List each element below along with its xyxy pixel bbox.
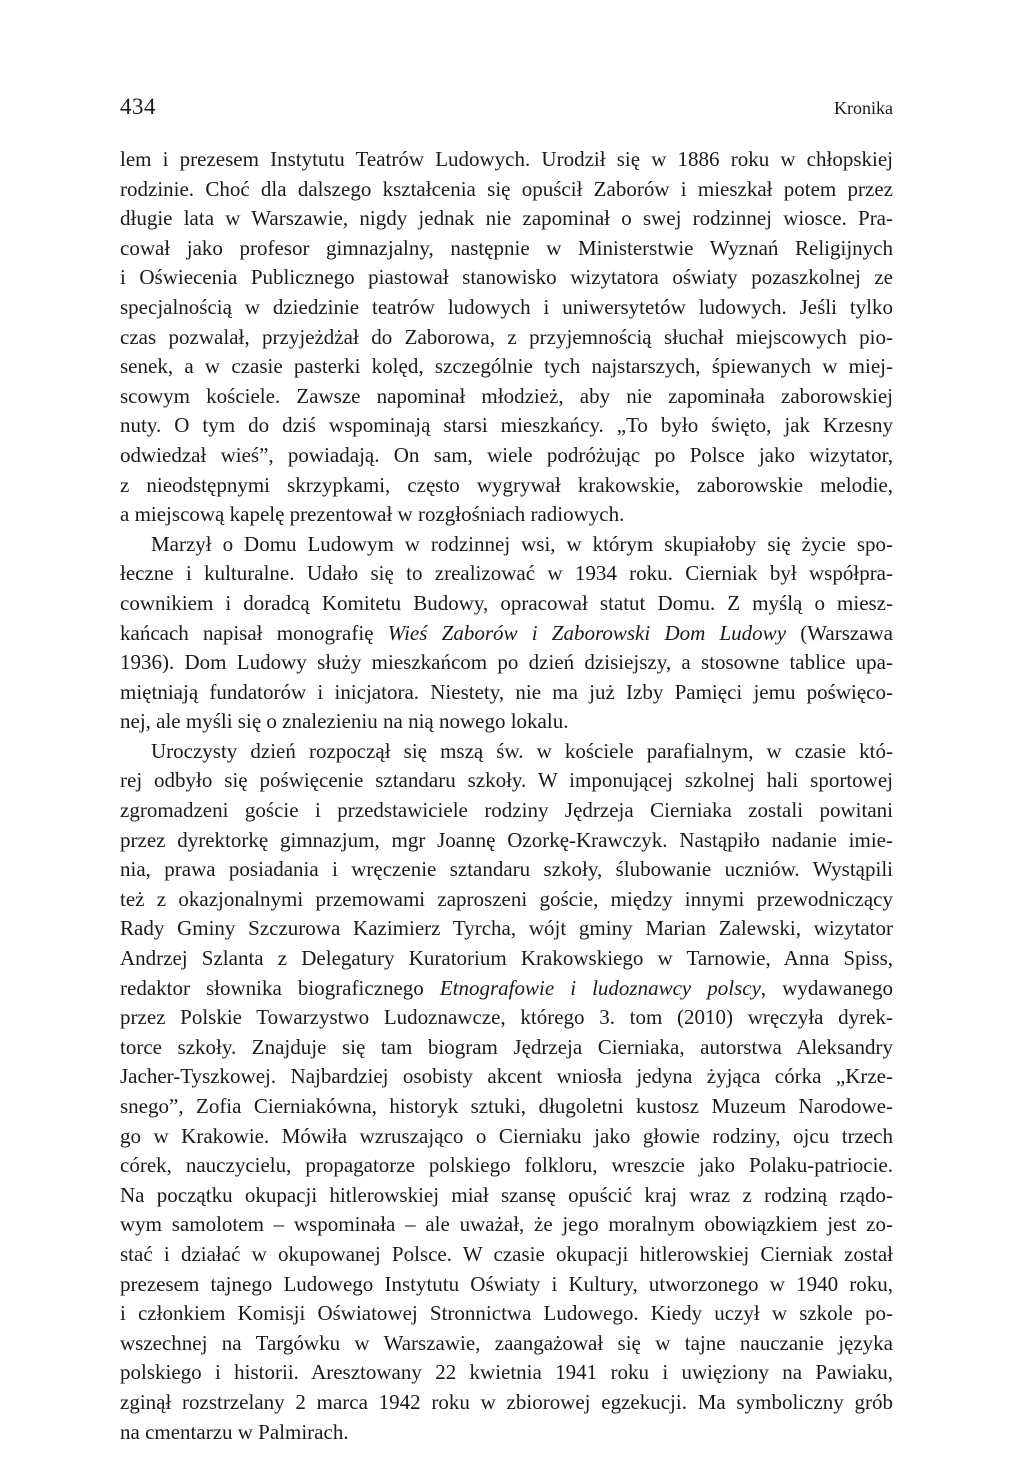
text-line: go w Krakowie. Mówiła wzruszająco o Cierniaku jako głowie rodziny, ojcu trzech	[120, 1123, 893, 1148]
text-line: Rady Gminy Szczurowa Kazimierz Tyrcha, wójt gminy Marian Zalewski, wizytator	[120, 916, 893, 941]
text-line: Andrzej Szlanta z Delegatury Kuratorium Krakowskiego w Tarnowie, Anna Spiss,	[120, 946, 893, 971]
text-line: z nieodstępnymi skrzypkami, często wygrywał krakowskie, zaborowskie melodie,	[120, 472, 893, 497]
text-line: Na początku okupacji hitlerowskiej miał szansę opuścić kraj wraz z rodziną rządo-	[120, 1182, 893, 1207]
text-line: rej odbyło się poświęcenie sztandaru szkoły. W imponującej szkolnej hali sportowej	[120, 768, 893, 793]
text-line: polskiego i historii. Aresztowany 22 kwietnia 1941 roku i uwięziony na Pawiaku,	[120, 1360, 893, 1385]
text-line: prezesem tajnego Ludowego Instytutu Oświaty i Kultury, utworzonego w 1940 roku,	[120, 1271, 893, 1296]
text-line: 1936). Dom Ludowy służy mieszkańcom po dzień dzisiejszy, a stosowne tablice upa-	[120, 650, 893, 675]
text-line: senek, a w czasie pasterki kolęd, szczególnie tych najstarszych, śpiewanych w miej-	[120, 354, 893, 379]
italic-title: Wieś Zaborów i Zaborowski Dom Ludowy	[387, 620, 787, 645]
text-line: specjalnością w dziedzinie teatrów ludowych i uniwersytetów ludowych. Jeśli tylko	[120, 294, 893, 319]
text-line: czas pozwalał, przyjeżdżał do Zaborowa, z przyjemnością słuchał miejscowych pio-	[120, 324, 893, 349]
text-line: przez Polskie Towarzystwo Ludoznawcze, którego 3. tom (2010) wręczyła dyrek-	[120, 1005, 893, 1030]
text-segment: redaktor słownika biograficznego	[120, 975, 440, 1000]
text-line: zgromadzeni goście i przedstawiciele rodziny Jędrzeja Cierniaka zostali powitani	[120, 798, 893, 823]
text-line: nej, ale myśli się o znalezieniu na nią nowego lokalu.	[120, 709, 569, 734]
text-line: wym samolotem – wspominała – ale uważał, że jego moralnym obowiązkiem jest zo-	[120, 1212, 893, 1237]
text-line: Marzył o Domu Ludowym w rodzinnej wsi, w którym skupiałoby się życie spo-	[151, 531, 893, 556]
section-title: Kronika	[834, 98, 893, 118]
text-line: też z okazjonalnymi przemowami zaproszeni goście, między innymi przewodniczący	[120, 886, 893, 911]
text-line: miętniają fundatorów i inicjatora. Niestety, nie ma już Izby Pamięci jemu poświęco-	[120, 679, 893, 704]
text-line: Uroczysty dzień rozpoczął się mszą św. w kościele parafialnym, w czasie któ-	[151, 738, 893, 763]
running-header	[120, 94, 893, 124]
text-line: Jacher-Tyszkowej. Najbardziej osobisty akcent wniosła jedyna żyjąca córka „Krze-	[120, 1064, 893, 1089]
text-line: wszechnej na Targówku w Warszawie, zaangażował się w tajne nauczanie języka	[120, 1330, 893, 1355]
text-line: odwiedzał wieś”, powiadają. On sam, wiele podróżując po Polsce jako wizytator,	[120, 442, 893, 467]
text-line: nuty. O tym do dziś wspominają starsi mieszkańcy. „To było święto, jak Krzesny	[120, 413, 893, 438]
text-segment: , wydawanego	[760, 975, 893, 1000]
text-line: nia, prawa posiadania i wręczenie sztandaru szkoły, ślubowanie uczniów. Wystąpili	[120, 857, 893, 882]
text-line: i członkiem Komisji Oświatowej Stronnictwa Ludowego. Kiedy uczył w szkole po-	[120, 1301, 893, 1326]
text-line: cownikiem i doradcą Komitetu Budowy, opracował statut Domu. Z myślą o miesz-	[120, 590, 893, 615]
text-line: a miejscową kapelę prezentował w rozgłośniach radiowych.	[120, 502, 625, 527]
text-line: zginął rozstrzelany 2 marca 1942 roku w zbiorowej egzekucji. Ma symboliczny grób	[120, 1389, 893, 1414]
text-line: lem i prezesem Instytutu Teatrów Ludowych. Urodził się w 1886 roku w chłopskiej	[120, 147, 893, 171]
text-line: długie lata w Warszawie, nigdy jednak nie zapominał o swej rodzinnej wiosce. Pra-	[120, 206, 893, 231]
text-line: rodzinie. Choć dla dalszego kształcenia się opuścił Zaborów i mieszkał potem przez	[120, 176, 893, 201]
text-line: łeczne i kulturalne. Udało się to zrealizować w 1934 roku. Cierniak był współpra-	[120, 561, 893, 586]
text-line	[120, 619, 893, 649]
text-line: scowym kościele. Zawsze napominał młodzież, aby nie zapominała zaborowskiej	[120, 383, 893, 408]
text-segment: (Warszawa	[786, 620, 893, 645]
text-line: torce szkoły. Znajduje się tam biogram Jędrzeja Cierniaka, autorstwa Aleksandry	[120, 1034, 893, 1059]
text-line: stać i działać w okupowanej Polsce. W czasie okupacji hitlerowskiej Cierniak został	[120, 1241, 893, 1266]
text-line: córek, nauczycielu, propagatorze polskiego folkloru, wreszcie jako Polaku-patriocie.	[120, 1153, 893, 1178]
text-line: i Oświecenia Publicznego piastował stanowisko wizytatora oświaty pozaszkolnej ze	[120, 265, 893, 290]
text-segment: kańcach napisał monografię	[120, 620, 388, 645]
text-line: przez dyrektorkę gimnazjum, mgr Joannę Ozorkę-Krawczyk. Nastąpiło nadanie imie-	[120, 827, 893, 852]
text-line: na cmentarzu w Palmirach.	[120, 1419, 349, 1444]
text-line	[120, 974, 893, 1004]
text-line: snego”, Zofia Cierniakówna, historyk sztuki, długoletni kustosz Muzeum Narodowe-	[120, 1094, 893, 1118]
italic-title: Etnografowie i ludoznawcy polscy	[439, 975, 761, 1000]
body-text	[120, 145, 893, 1447]
page-number: 434	[120, 94, 156, 119]
text-line: cował jako profesor gimnazjalny, następnie w Ministerstwie Wyznań Religijnych	[120, 235, 893, 260]
